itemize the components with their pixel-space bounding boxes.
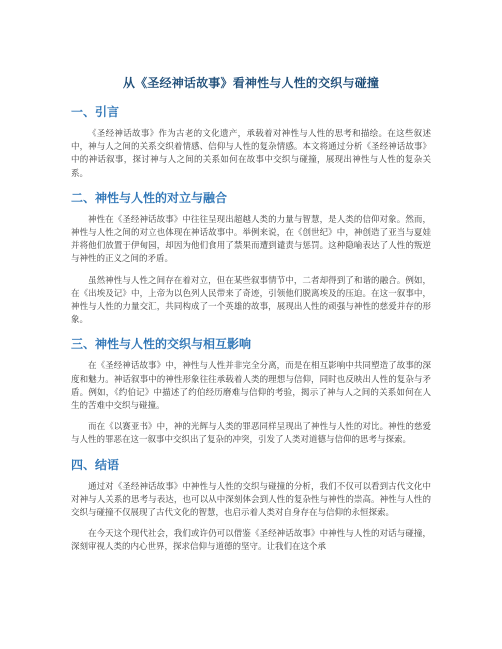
paragraph: 在《圣经神话故事》中，神性与人性并非完全分离，而是在相互影响中共同塑造了故事的深度和魅力。神话叙事中的神性形象往往承载着人类的理想与信仰，同时也反映出人性的复杂与矛盾。例如，《约伯记》中描述了约伯经历磨难与信仰的考验，揭示了神与人之间的关系如何在人生的苦难中交织与碰撞。 bbox=[71, 361, 431, 412]
paragraph: 《圣经神话故事》作为古老的文化遗产，承载着对神性与人性的思考和描绘。在这些叙述中，神与人之间的关系交织着情感、信仰与人性的复杂情感。本文将通过分析《圣经神话故事》中的神话叙事，探讨神与人之间的关系如何在故事中交织与碰撞，展现出神性与人性的复杂关系。 bbox=[71, 129, 431, 179]
section-conclusion bbox=[71, 456, 431, 555]
section-heading: 三、神性与人性的交织与相互影响 bbox=[71, 337, 252, 352]
paragraph: 通过对《圣经神话故事》中神性与人性的交织与碰撞的分析，我们不仅可以看到古代文化中对神与人关系的思考与表达，也可以从中深刻体会到人性的复杂性与神性的崇高。神性与人性的交织与碰撞不仅展现了古代文化的智慧，也启示着人类对自身存在与信仰的永恒探索。 bbox=[71, 481, 431, 519]
section-heading: 二、神性与人性的对立与融合 bbox=[71, 190, 228, 205]
section-interweaving-influence bbox=[71, 335, 431, 447]
section-heading: 一、引言 bbox=[71, 105, 120, 119]
section-introduction bbox=[71, 103, 431, 181]
paragraph: 在今天这个现代社会，我们或许仍可以借鉴《圣经神话故事》中神性与人性的对话与碰撞，深刻审视人类的内心世界，探求信仰与道德的坚守。让我们在这个承 bbox=[71, 529, 431, 553]
section-opposition-fusion bbox=[71, 189, 431, 328]
document-title: 从《圣经神话故事》看神性与人性的交织与碰撞 bbox=[122, 76, 380, 90]
paragraph: 而在《以赛亚书》中，神的光辉与人类的罪恶同样呈现出了神性与人性的对比。神性的慈爱与人性的罪恶在这一叙事中交织出了复杂的冲突，引发了人类对道德与信仰的思考与探索。 bbox=[71, 422, 431, 446]
paragraph: 虽然神性与人性之间存在着对立，但在某些叙事情节中，二者却得到了和谐的融合。例如，在《出埃及记》中，上帝为以色列人民带来了奇迹，引领他们脱离埃及的压迫。在这一叙事中，神性与人性的力量交汇，共同构成了一个英雄的故事，展现出人性的顽强与神性的慈爱并存的形象。 bbox=[71, 275, 431, 326]
section-heading: 四、结语 bbox=[71, 457, 120, 472]
paragraph: 神性在《圣经神话故事》中往往呈现出超越人类的力量与智慧，是人类的信仰对象。然而，神性与人性之间的对立也体现在神话故事中。举例来说，在《创世纪》中，神创造了亚当与夏娃并将他们放置于伊甸园，却因为他们食用了禁果而遭到谴责与惩罚。这种隐喻表达了人性的叛逆与神性的正义之间的矛盾。 bbox=[71, 214, 431, 265]
